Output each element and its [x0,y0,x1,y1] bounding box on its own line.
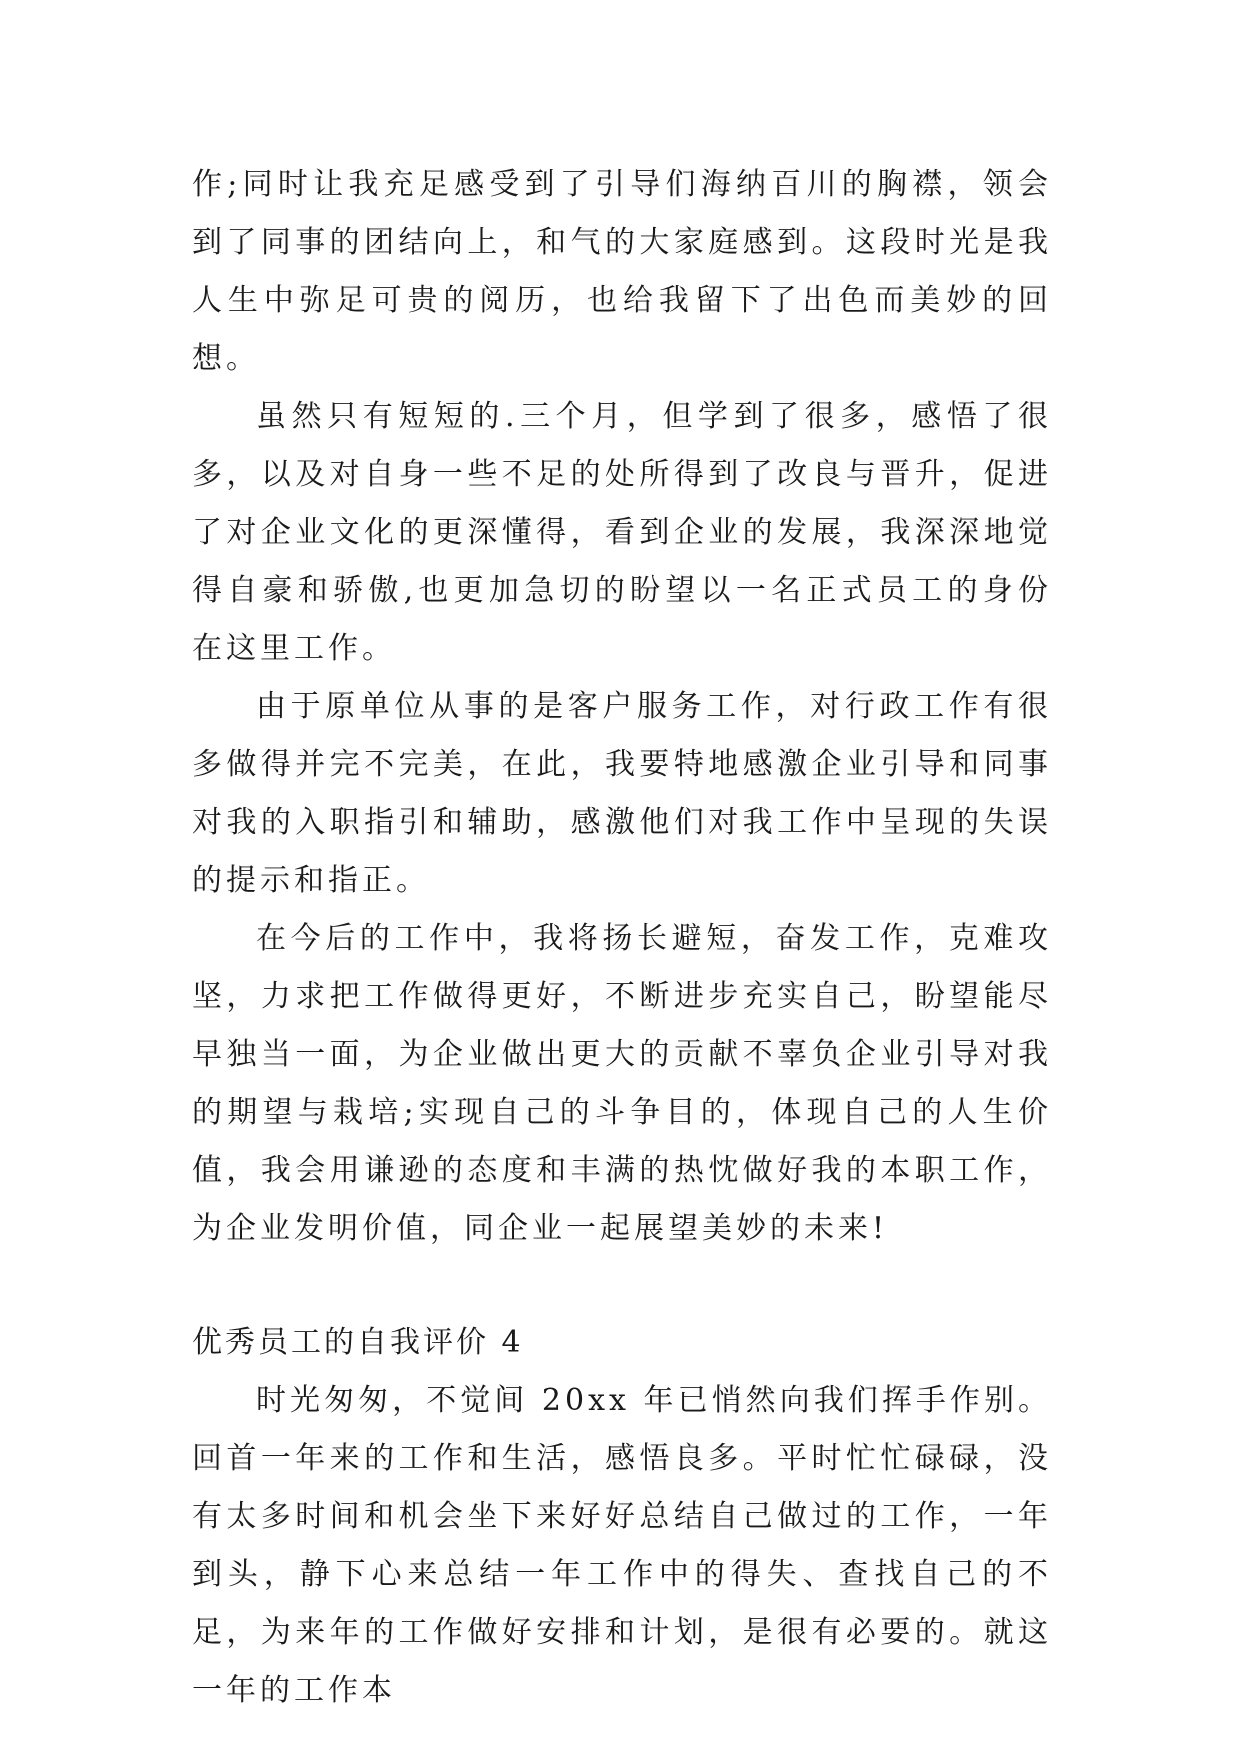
paragraph-4: 在今后的工作中，我将扬长避短，奋发工作，克难攻坚，力求把工作做得更好，不断进步充实自己，盼望能尽早独当一面，为企业做出更大的贡献不辜负企业引导对我的期望与栽培;实现自己的斗争目的，体现自己的人生价值，我会用谦逊的态度和丰满的热忱做好我的本职工作，为企业发明价值，同企业一起展望美妙的未来! [192,921,1052,1246]
paragraph-1: 作;同时让我充足感受到了引导们海纳百川的胸襟，领会到了同事的团结向上，和气的大家庭感到。这段时光是我人生中弥足可贵的阅历，也给我留下了出色而美妙的回想。 [192,167,1052,376]
section-paragraph-1: 时光匆匆，不觉间 20xx 年已悄然向我们挥手作别。回首一年来的工作和生活，感悟良多。平时忙忙碌碌，没有太多时间和机会坐下来好好总结自己做过的工作，一年到头，静下心来总结一年工作中的得失、查找自己的不足，为来年的工作做好安排和计划，是很有必要的。就这一年的工作本 [192,1383,1052,1708]
paragraph-2: 虽然只有短短的.三个月，但学到了很多，感悟了很多，以及对自身一些不足的处所得到了改良与晋升，促进了对企业文化的更深懂得，看到企业的发展，我深深地觉得自豪和骄傲,也更加急切的盼望以一名正式员工的身份在这里工作。 [192,399,1052,666]
paragraph-3: 由于原单位从事的是客户服务工作，对行政工作有很多做得并完不完美，在此，我要特地感激企业引导和同事对我的入职指引和辅助，感激他们对我工作中呈现的失误的提示和指正。 [192,689,1052,898]
document-body [192,156,1052,1720]
section-heading: 优秀员工的自我评价 4 [192,1325,524,1360]
